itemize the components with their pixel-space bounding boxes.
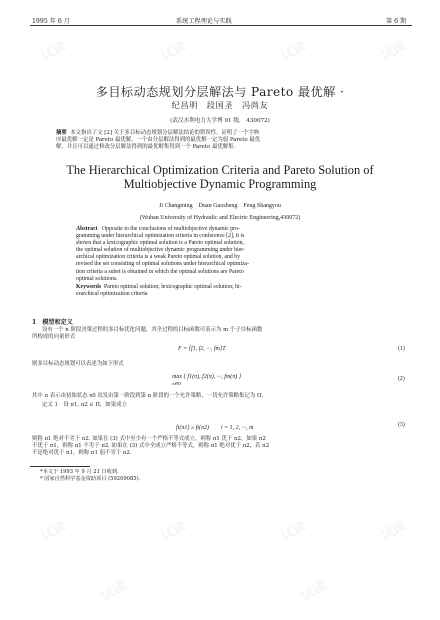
- section-para-2: 则多目标动态规划可以表述为如下形式: [32, 361, 124, 367]
- watermark: 试读: [278, 518, 309, 544]
- affiliation-cn: (武汉水利电力大学博 91 级， 430072): [170, 118, 270, 124]
- abstract-en-label: Abstract: [76, 226, 98, 232]
- abstract-cn: 摘要 本文指出了文 [2] 关于多目标动态规划分层解法结论的错误性，证明了一个字典 序最优解一定是 Pareto 最优解，一个由分层解法得到的最优解一定为弱 Pareto 最优 解，并且可以通过修改分层解法得到的最优解集得到一个 Pareto 最优解集.: [56, 130, 261, 151]
- affiliation-en: (Wuhan University of Hydraulic and Electric Engineering,430072): [139, 215, 301, 221]
- authors-cn: 纪昌明 段国圣 冯尚友: [171, 100, 269, 110]
- section-para-4: 则称 π1 绝对不劣于 π2. 如果在 (3) 式中至少有一个严格不等式成立，则称 π1 优于 π2，如果 π2 不优于 π1，则称 π1 不劣于 π2. 如果在 (3) 式中全成立严格不等式，则称 π1 绝对优于 π2，若 π2 不是绝对优于 π1，则称 π1 弱不劣于 π2.: [32, 436, 270, 457]
- header-issue: 第 6 期: [386, 18, 407, 25]
- footnotes: *本文于 1993 年 9 月 21 日收到. * 国家自然科学基金资助项目 (59209085).: [40, 469, 141, 482]
- watermark: 试读: [298, 578, 329, 604]
- title-en-line-1: The Hierarchical Optimization Criteria and Pareto Solution of: [66, 163, 374, 177]
- watermark: 试读: [378, 38, 409, 64]
- equation-3-number: (3): [398, 422, 405, 428]
- header-rule: [30, 25, 412, 26]
- watermark: 试读: [158, 518, 189, 544]
- abstract-en: Abstract Opposite to the conclusions of multiobjective dynamic pro- gramming under hierarchical optimization criteria in conference [2], it is shown that a lexicographic optimal solution is a Pareto optimal solution, the optimal solution of multiobjective dynamic programming under hier- archical optimization criteria is a weak Pareto optimal solution, and by revised the set consisting of optimal solutions under hierarchical optimiza- tion criteria a subet is obtained in which the optimal solutions are Pareto optimal solutions. Keywords Pareto optimal solution; lexicographic optimal solution; hi- erarchical optimization criteria: [76, 226, 250, 297]
- abstract-cn-label: 摘要: [56, 130, 67, 136]
- watermark: 试读: [38, 38, 69, 64]
- watermark: 试读: [278, 38, 309, 64]
- authors-en: Ji Changming Duan Guosheng Feng Shangyou: [159, 203, 281, 209]
- equation-1-number: (1): [398, 346, 405, 352]
- watermark: 试读: [158, 38, 189, 64]
- section-heading: 1 模型和定义: [32, 319, 73, 326]
- title-en-line-2: Multiobjective Dynamic Programming: [123, 177, 317, 191]
- equation-3: fi(π1) ≥ fi(π2) i = 1, 2, ···, m: [176, 425, 254, 431]
- section-para-1: 设有一个 n 阶段决策过程的多目标优化问题，其全过程的目标函数可表示为 m 个子目标函数 所构成的向量形式: [32, 327, 263, 341]
- title-cn: 多目标动态规划分层解法与 Pareto 最优解 ·: [95, 85, 345, 99]
- equation-2-subscript: π∈Π: [172, 381, 181, 386]
- equation-2: max { f1(π), f2(π), ···, fm(π) }: [172, 374, 242, 380]
- equation-1: F = [f1, f2, ···, fm]T: [178, 346, 226, 352]
- header-journal: 系统工程理论与实践: [176, 18, 232, 25]
- section-para-3: 其中 π 表示由初始状态 x0 出发由第一阶段到第 n 阶段的一个允许策略，一切允许策略集记为 Π.: [32, 393, 264, 399]
- header-date: 1995 年 6 月: [32, 18, 70, 25]
- watermark: 试读: [98, 578, 129, 604]
- watermark: 试读: [378, 518, 409, 544]
- footnote-rule: [30, 466, 90, 467]
- definition-1: 定义 1 设 π1, π2 ∈ Π，如果成立: [42, 402, 127, 408]
- keywords-en-label: Keywords: [76, 283, 102, 290]
- watermark: 试读: [38, 518, 69, 544]
- equation-2-number: (2): [398, 376, 405, 382]
